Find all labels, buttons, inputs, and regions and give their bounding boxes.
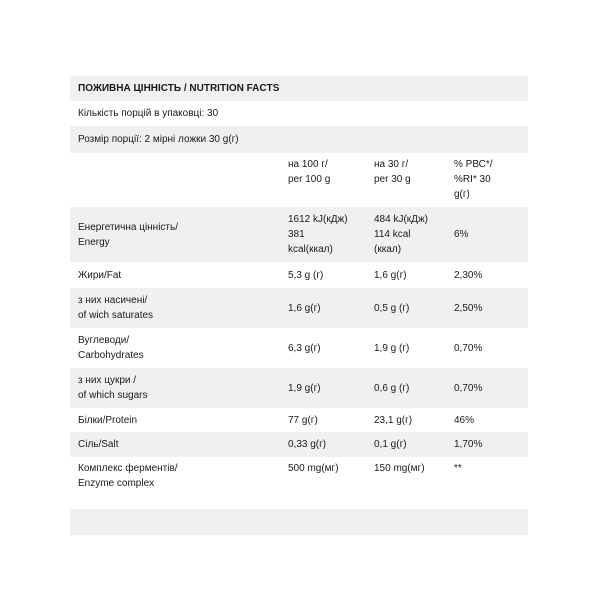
row-name: Жири/Fat <box>78 269 122 281</box>
row-name: Комплекс ферментів/ Enzyme complex <box>78 463 178 489</box>
table-row <box>70 432 528 457</box>
footer-shaded-row <box>70 509 528 535</box>
row-per100: 1612 kJ(кДж) 381 kcal(ккал) <box>288 214 348 255</box>
row-per30: 484 kJ(кДж) 114 kcal (ккал) <box>374 214 428 255</box>
row-per100: 77 g(г) <box>288 414 318 426</box>
row-name: Сіль/Salt <box>78 439 119 450</box>
column-header-per100: на 100 г/ per 100 g <box>288 159 331 185</box>
column-header-rv: % РВС*/ %RI* 30 g(г) <box>454 159 493 200</box>
row-rv: 0,70% <box>454 342 483 354</box>
table-row <box>70 207 528 262</box>
row-rv: ** <box>454 463 462 474</box>
row-per100: 5,3 g (г) <box>288 269 324 281</box>
serving-size: Розмір порції: 2 мірні ложки 30 g(г) <box>78 134 239 145</box>
nutrition-facts-table <box>70 76 528 535</box>
table-row <box>70 408 528 432</box>
row-per100: 1,9 g(г) <box>288 382 321 394</box>
column-header-per30: на 30 г/ per 30 g <box>374 159 411 185</box>
table-title-row <box>70 76 528 101</box>
row-rv: 46% <box>454 414 475 426</box>
row-rv: 2,30% <box>454 269 483 281</box>
servings-row <box>70 101 528 126</box>
table-row <box>70 328 528 368</box>
row-per30: 1,6 g(г) <box>374 269 407 281</box>
row-rv: 2,50% <box>454 302 483 314</box>
row-per30: 23,1 g(г) <box>374 414 413 426</box>
servings-per-package: Кількість порцій в упаковці: 30 <box>78 108 219 119</box>
row-name: Вуглеводи/ Carbohydrates <box>78 335 144 361</box>
table-row <box>70 288 528 328</box>
row-per30: 0,5 g (г) <box>374 302 410 314</box>
row-rv: 0,70% <box>454 382 483 394</box>
row-per30: 150 mg(мг) <box>374 463 425 474</box>
row-name: з них цукри / of which sugars <box>78 375 148 401</box>
row-per100: 6,3 g(г) <box>288 342 321 354</box>
row-rv: 1,70% <box>454 439 483 450</box>
row-per30: 1,9 g (г) <box>374 342 410 354</box>
table-row <box>70 368 528 408</box>
row-per30: 0,6 g (г) <box>374 382 410 394</box>
table-row <box>70 262 528 288</box>
table-spacer <box>70 497 528 509</box>
row-name: Білки/Protein <box>78 414 138 426</box>
row-per30: 0,1 g(г) <box>374 439 407 450</box>
table-row <box>70 457 528 497</box>
row-per100: 0,33 g(г) <box>288 439 327 450</box>
row-per100: 500 mg(мг) <box>288 463 339 474</box>
row-per100: 1,6 g(г) <box>288 302 321 314</box>
table-title: ПОЖИВНА ЦІННІСТЬ / NUTRITION FACTS <box>78 83 280 94</box>
row-name: Енергетична цінність/ Energy <box>78 221 178 248</box>
serving-size-row <box>70 126 528 153</box>
column-header-row <box>70 153 528 207</box>
row-name: з них насичені/ of wich saturates <box>78 295 154 321</box>
row-rv: 6% <box>454 229 469 240</box>
